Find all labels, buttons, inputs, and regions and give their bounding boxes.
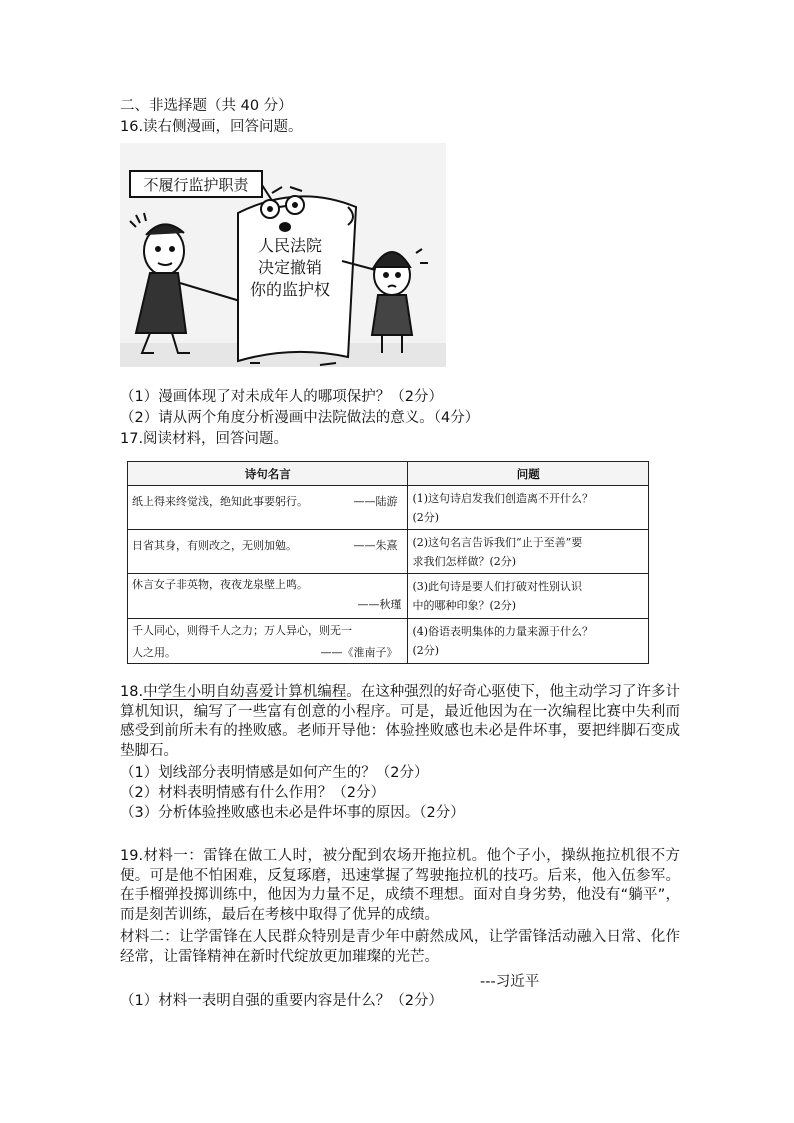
q19-material1: 19.材料一：雷锋在做工人时，被分配到农场开拖拉机。他个子小，操纵拖拉机很不方便。可是他不怕困难，反复琢磨，迅速掌握了驾驶拖拉机的技巧。后来，他入伍参军。在手榴弹投掷训练中，他因为力量不足，成绩不理想。面对自身劣势，他没有“躺平”，而是刻苦训练，最后在考核中取得了优异的成绩。 <box>120 848 680 924</box>
table-header-questions: 问题 <box>408 462 649 486</box>
question-text-cont: 中的哪种印象？(2分) <box>412 599 517 612</box>
q18-material <box>120 683 680 762</box>
q18-sub1: （1）划线部分表明情感是如何产生的？（2分） <box>120 765 429 781</box>
table-header-quotes: 诗句名言 <box>128 462 408 486</box>
q18-number: 18. <box>120 684 144 700</box>
q18-sub2: （2）材料表明情感有什么作用？（2分） <box>120 785 385 801</box>
q18-sub3: （3）分析体验挫败感也未必是件坏事的原因。（2分） <box>120 805 465 821</box>
q16-sub2: （2）请从两个角度分析漫画中法院做法的意义。（4分） <box>120 410 480 426</box>
q16-stem: 16.读右侧漫画，回答问题。 <box>120 119 303 135</box>
quote-author: ——秋瑾 <box>357 598 402 611</box>
quote-author: ——朱熹 <box>353 539 398 552</box>
quote-text-cont: 人之用。 <box>132 646 176 659</box>
q17-stem: 17.阅读材料，回答问题。 <box>120 431 289 447</box>
q16-sub1: （1）漫画体现了对未成年人的哪项保护？（2分） <box>120 389 443 405</box>
table-row <box>128 530 649 574</box>
question-text: (2)这句名言告诉我们“止于至善”要 <box>412 536 583 549</box>
question-text-cont: (2分) <box>412 644 440 657</box>
quote-author: ——陆游 <box>353 495 398 508</box>
question-text-cont: (2分) <box>412 511 440 524</box>
quote-text: 千人同心，则得千人之力；万人异心，则无一 <box>132 624 352 637</box>
q19-sub1: （1）材料一表明自强的重要内容是什么？（2分） <box>120 993 443 1009</box>
scroll-line-2: 决定撤销 <box>257 258 323 277</box>
scroll-line-3: 你的监护权 <box>249 280 331 299</box>
q19-material2: 材料二：让学雷锋在人民群众特别是青少年中蔚然成风，让学雷锋活动融入日常、化作经常，让雷锋精神在新时代绽放更加璀璨的光芒。 <box>120 929 680 965</box>
q19-source: ---习近平 <box>480 974 540 990</box>
quote-text: 休言女子非英物，夜夜龙泉壁上鸣。 <box>132 578 308 591</box>
cartoon-banner-text: 不履行监护职责 <box>143 176 249 194</box>
question-text: (4)俗语表明集体的力量来源于什么？ <box>412 625 594 638</box>
q18-text: 。在这种强烈的好奇心驱使下，他主动学习了许多计算机知识，编写了一些富有创意的小程序。可是，最近他因为在一次编程比赛中失利而感受到前所未有的挫败感。老师开导他：体验挫败感也未必是件坏事，要把绊脚石变成垫脚石。 <box>120 684 681 760</box>
section-title: 二、非选择题（共 40 分） <box>120 98 293 114</box>
question-text: (1)这句诗启发我们创造离不开什么？ <box>412 492 594 505</box>
table-row <box>128 574 649 619</box>
cartoon-illustration <box>120 143 446 367</box>
question-text: (3)此句诗是要人们打破对性别认识 <box>412 580 583 593</box>
quote-text: 日省其身，有则改之，无则加勉。 <box>132 539 297 552</box>
question-text-cont: 求我们怎样做？(2分) <box>412 555 517 568</box>
table-row <box>128 486 649 530</box>
quote-author: ——《淮南子》 <box>320 646 398 659</box>
scroll-line-1: 人民法院 <box>257 236 323 255</box>
quotes-table <box>127 461 649 664</box>
table-row <box>128 619 649 664</box>
q18-underlined-text: 中学生小明自幼喜爱计算机编程 <box>143 684 347 700</box>
quote-text: 纸上得来终觉浅，绝知此事要躬行。 <box>132 495 308 508</box>
